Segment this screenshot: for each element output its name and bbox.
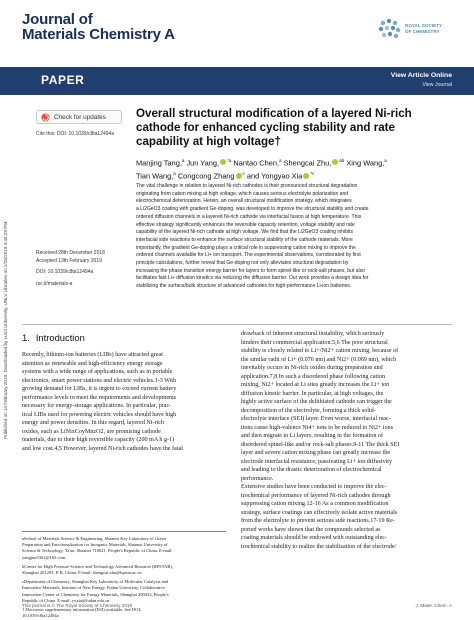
journal-abbrev: J. Mater. Chem. A — [415, 603, 452, 608]
body-line: application.7,8 In such a disordered phase following cation — [241, 373, 386, 380]
abstract-line: principle calculations, further reveal that Ge-doping not only alleviates structural degradation by — [136, 260, 349, 267]
author-line-1: Manjing Tang,$^a$ Jun Yang, $^{*a}$ Nantao Chen,$^a$ Shengcai Zhu, $^{ab}$ Xing Wang,$^a$ — [136, 158, 387, 168]
download-note: Published on 14 February 2019. Downloaded by Lund University, UNLV Libraries on 2/25/2019 4:44:29 PM. — [3, 220, 8, 440]
body-line: suppressing cation mixing.12-16 As a common modification — [241, 501, 389, 507]
intro-left-text — [22, 351, 226, 453]
body-line: decomposition of the electrolyte, forming a thick solid- — [241, 407, 376, 414]
footnote-line: 10.1039/c8ta12494a — [22, 613, 59, 619]
intro-right-text — [241, 330, 453, 551]
body-line: strategy, surface coatings can effectively isolate active materials — [241, 509, 398, 516]
footnote-line: Science & Technology, Xi'an, Shaanxi 710021, People's Republic of China. E-mail: — [22, 548, 173, 554]
publisher-logo[interactable] — [376, 16, 449, 42]
body-line: tions cause high-valence Ni4+ ions to be reduced to Ni2+ ions — [241, 424, 394, 431]
article-title: Overall structural modification of a layered Ni-rich cathode for enhanced cycling stability and rate capability at high voltage† — [136, 107, 412, 148]
body-line: mixing, Ni2+ located at Li sites greatly increases the Li+ ion — [241, 382, 390, 388]
abstract-line: interfacial side reactions to enhance the surface structural stability of the cathode materials. More — [136, 236, 353, 243]
copyright-notice: This journal is © The Royal Society of Chemistry 2019 — [22, 603, 133, 608]
body-line: ported works have shown that the compounds selected as — [241, 526, 381, 533]
body-line: trochemical stability to realize the stabilization of the electrode/ — [241, 543, 397, 550]
abstract-line: effective strategy significantly enhances the reversible capacity retention, voltage stability and rate — [136, 221, 355, 228]
body-line: the similar radii of Li+ (0.076 nm) and Ni2+ (0.069 nm), which — [241, 356, 397, 363]
body-line: and leading to the drastic deterioration of electrochemical — [241, 467, 382, 473]
article-history — [36, 250, 105, 288]
footnote-line: aSchool of Materials Science & Engineering, Shaanxi Key Laboratory of Green — [22, 536, 166, 541]
abstract-line: ordered channels available for Li+ ion transport. The experimental observations, corroborated by first — [136, 252, 361, 259]
body-line: highly active surface of the delithiated cathode can trigger the — [241, 399, 392, 405]
body-line: energy and power densities. In this regard, layered Ni-rich — [22, 420, 165, 426]
body-line: coating materials should be endowed with outstanding elec- — [241, 535, 388, 541]
footnote-line: cDepartment of Chemistry, Shanghai Key Laboratory of Molecular Catalysis and — [22, 579, 169, 585]
abstract-line: importantly, the gradient Ge-doping plays a critical role in suppressing cation mixing to improve the — [136, 244, 356, 251]
refresh-icon — [41, 113, 50, 122]
footnote-line: yangjun5361@163.com — [22, 554, 66, 560]
body-line: attention as renewable and high-efficiency energy storage — [22, 360, 163, 367]
abstract-line: The vital challenge in relation to layered Ni-rich cathodes is their pronounced structural degradation — [136, 183, 358, 189]
body-line: performance. — [241, 475, 274, 482]
footnote-line: Shanghai 201203, P. R. China. E-mail: shengcai.zhu@hpstar.ac.cn — [22, 570, 142, 576]
body-line: and low cost.4,5 However, layered Ni-rich cathodes have the fatal — [22, 445, 183, 452]
body-line: stability is closely related to Li+/Ni2+ cation mixing, because of — [241, 348, 399, 354]
footnote-line: bCenter for High Pressure Science and Technology Advanced Research (HPSTAR), — [22, 563, 173, 569]
view-article-online-link[interactable]: View Article Online — [390, 72, 452, 79]
rsc-logo-text: ROYAL SOCIETY OF CHEMISTRY — [405, 23, 442, 34]
body-line: growing demand for LIBs, it is urgent to exceed current battery — [22, 386, 177, 392]
body-line: performance levels to meet the requirements and developments — [22, 394, 177, 401]
check-for-updates-label: Check for updates — [54, 113, 106, 121]
body-line: from the electrolyte to prevent serious side reactions.17-19 Re- — [241, 518, 395, 524]
rsc-logo-icon — [376, 16, 402, 42]
section-number: 1. — [22, 332, 30, 343]
author-list — [136, 155, 448, 182]
body-line: and then migrate to Li layers, resulting in the formation of — [241, 433, 383, 439]
history-line[interactable]: DOI: 10.1039/c8ta12494a — [36, 269, 94, 276]
body-line: trochemical performance of layered Ni-rich cathodes through — [241, 492, 391, 499]
cite-this: Cite this: DOI: 10.1039/c8ta12494a — [36, 131, 115, 137]
footnote-line: Republic of China. E-mail: yyxia@fudan.edu.cn — [22, 597, 110, 603]
footnote-line: Innovative Materials, Institute of New Energy, Fudan University, Collaborative — [22, 585, 165, 591]
history-line: Accepted 13th February 2019 — [36, 257, 102, 264]
orcid-icon[interactable] — [236, 173, 242, 179]
section-title: Introduction — [35, 332, 85, 343]
abstract-line: facilitates fast Li+ diffusion kinetics via reducing the diffusion barrier. Our work provides a design idea for — [136, 275, 369, 282]
orcid-icon[interactable] — [332, 159, 338, 165]
orcid-icon[interactable] — [220, 159, 226, 165]
abstract-line: stabilizing the surface/bulk structure of advanced cathodes for high-performance Li-ion batteries. — [136, 283, 352, 290]
body-line: inevitably occurs in Ni-rich oxides during preparation and — [241, 365, 383, 371]
abstract-line: a Li2GeO3 coating with gradient Ge-doping, was developed to improve the structural stability and create — [136, 206, 369, 213]
body-line: electrode interfacial resistance, passivating Li+ ion diffusivity — [241, 458, 393, 465]
footnote-line: † Electronic supplementary information (ESI) available. See DOI: — [22, 607, 142, 613]
body-line: electronics, smart power stations and electric vehicles.1-3 With — [22, 377, 177, 384]
body-line: Extensive studies have been conducted to improve the elec- — [241, 484, 387, 490]
body-line: disordered spinel-like and/or rock-salt phases.9-11 The thick SEI — [241, 441, 400, 448]
body-line: drawback of inherent structural instability, which seriously — [241, 331, 385, 337]
body-left-column — [22, 330, 226, 453]
history-line: Received 28th December 2018 — [36, 250, 105, 256]
body-line: tical LIBs used for powering electric vehicles should have high — [22, 411, 177, 418]
section-heading — [22, 332, 226, 343]
view-journal-link[interactable]: View Journal — [422, 82, 452, 88]
abstract-line: increasing the phase transition energy barrier for layers to form spinel-like or rock-salt phases, but also — [136, 267, 365, 274]
body-line: electrolyte interface (SEI) layer. Even worse, interfacial reac- — [241, 416, 391, 422]
history-line[interactable]: rsc.li/materials-a — [36, 280, 73, 287]
article-type-label: PAPER — [41, 73, 85, 87]
author-line-2: Tian Wang,$^a$ Congcong Zhang $^c$ and Yongyao Xia $^{*c}$ — [136, 171, 315, 181]
abstract-line: originating from cation mixing at high voltage, which causes serious electrolyte polarization and — [136, 190, 349, 197]
abstract-line: capability of the layered Ni-rich cathode at high voltage. We find that the Li2GeO3 coating inhibits — [136, 229, 354, 236]
footnote-line: Preparation and Functionalization for Inorganic Materials, Shaanxi University of — [22, 542, 168, 548]
abstract — [136, 183, 450, 291]
body-line: diffusion kinetic barrier. In particular, at high voltages, the — [241, 390, 384, 397]
article-type-banner — [0, 67, 474, 95]
body-line: hinders their commercial application.5,6 The poor structural — [241, 339, 388, 346]
page-footer — [22, 603, 452, 613]
body-right-column — [241, 330, 453, 551]
body-line: materials, due to their high reversible capacity (200 mA h g-1) — [22, 437, 175, 443]
body-line: necessary for energy-storage applications. In particular, prac- — [22, 403, 172, 409]
journal-title[interactable] — [22, 12, 175, 43]
body-line: oxides, such as LiNixCoyMnzO2, are promising cathode — [22, 428, 161, 435]
journal-title-line2: Materials Chemistry A — [22, 26, 175, 43]
body-line: layer and severe cation mixing phase can greatly increase the — [241, 450, 391, 456]
journal-title-line1: Journal of — [22, 11, 93, 28]
body-line: systems with a wide range of applications, such as in portable — [22, 369, 173, 375]
check-for-updates-button[interactable] — [36, 110, 122, 124]
body-line: Recently, lithium-ion batteries (LIBs) have attracted great — [22, 352, 163, 358]
footnote-line: Innovation Center of Chemistry for Energy Materials, Shanghai 200433, People's — [22, 591, 169, 597]
section-divider — [22, 324, 452, 325]
abstract-line: electrochemical deterioration. Herein, an overall structural modification strategy, which integrates — [136, 198, 352, 205]
abstract-line: ordered diffusion channels in a layered Ni-rich cathode via interfacial fusion at high temperature. This — [136, 213, 362, 220]
orcid-icon[interactable] — [303, 173, 309, 179]
